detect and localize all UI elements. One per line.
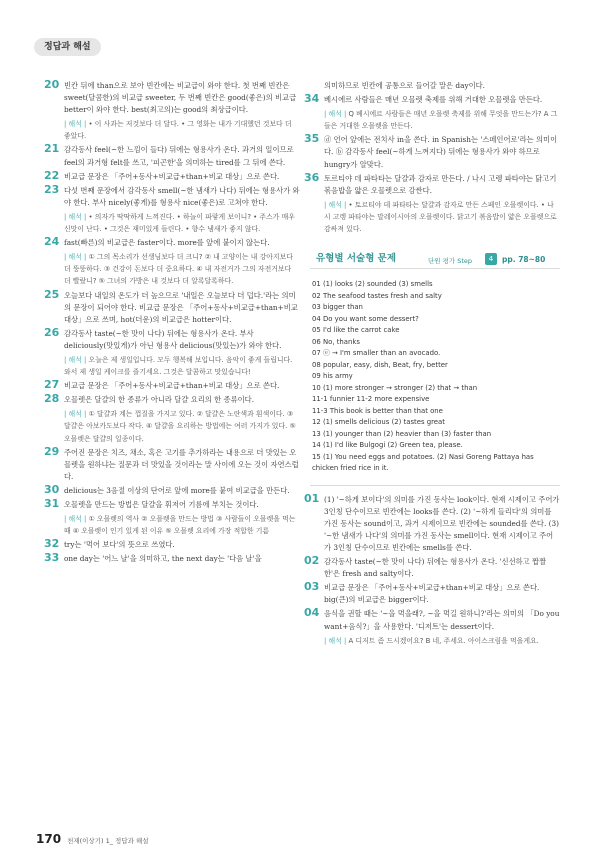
item-number: 33 [44,551,60,565]
item-translation [64,251,300,287]
page-number: 170 [36,832,62,846]
item-number: 02 [304,554,320,568]
item-text: 토르티야 데 파타타는 달걀과 감자로 만든다. / 나시 고렝 파타야는 닭고기 볶음밥을 얇은 오믈렛으로 감싼다. [324,173,557,195]
translation-tag: | 해석 | [64,355,87,364]
answer-line: 06 No, thanks [312,337,360,346]
explanations-item [304,554,560,580]
item-text: 비교급 문장은 「주어+동사+비교급+than+비교 대상」으로 쓴다. [64,381,280,391]
item-number: 36 [304,170,320,184]
answer-line: 01 (1) looks (2) sounded (3) smells [312,280,433,289]
item-translation [324,199,560,235]
answer-line: 09 his army [312,372,353,381]
item-text: delicious는 3음절 이상의 단어로 앞에 more를 붙여 비교급을 만든다. [64,485,290,495]
left-column [44,78,300,567]
translation-tag: | 해석 | [64,253,87,262]
item-text: 오믈렛은 달걀의 한 종류가 아니라 달걀 요리의 한 종류이다. [64,395,255,405]
page-footer [36,832,149,844]
item-number: 26 [44,325,60,339]
item-number: 31 [44,497,60,510]
item-text: try는 '먹어 보다'의 뜻으로 쓰였다. [64,540,175,550]
explanations-item [304,491,560,554]
explanation-list [304,485,560,647]
answer-line: 10 (1) more stronger → stronger (2) that → than [312,383,478,392]
item-number: 04 [304,606,320,620]
item-number: 29 [44,444,60,458]
item-number: 27 [44,378,60,392]
item-text: 비교급 문장은 「주어+동사+비교급+than+비교 대상」으로 쓴다. big(큰)의 비교급은 bigger이다. [324,583,540,605]
item-text: 베시에르 사람들은 매년 오믈렛 축제를 위해 거대한 오믈렛을 만든다. [324,95,543,105]
translation-text: A 디저트 좀 드시겠어요? B 네, 주세요. 아이스크림을 먹을게요. [348,636,539,645]
item-text: one day는 '어느 날'을 의미하고, the next day는 '다음 날'을 [64,554,262,564]
explanations-item [304,606,560,646]
left_items-item [44,235,300,287]
translation-text: • 이 사과는 저것보다 더 달다. • 그 영화는 내가 기대했던 것보다 더 좋았다. [64,120,292,141]
answer-list [310,279,560,475]
left_items-item [44,142,300,168]
answer-line: 13 (1) younger than (2) heavier than (3) faster than [312,429,492,438]
section-header [310,253,560,269]
right_items-item [310,80,560,92]
item-number: 35 [304,132,320,146]
section-step: 단원 평가 Step [428,257,473,266]
answer-line: 05 I'd like the carrot cake [312,326,400,335]
left_items-item [44,325,300,378]
answer-line: 14 (1) I'd like Bulgogi (2) Green tea, please. [312,441,463,450]
item-text: 빈칸 뒤에 than으로 보아 빈칸에는 비교급이 와야 한다. 첫 번째 빈칸은 sweet(달콤한)의 비교급 sweeter, 두 번째 빈칸은 good(좋은)의 비교급 better이 와야 한다. best(최고의)는 good의 최상급이다. [64,81,297,115]
item-text: 감각동사 feel(~한 느낌이 들다) 뒤에는 형용사가 온다. 과거의 일이므로 feel의 과거형 felt를 쓰고, '피곤한'을 의미하는 tired를 그 뒤에 쓴다. [64,145,294,167]
answer-line: 07 ⓔ → I'm smaller than an avocado. [312,349,441,358]
answer-line: 11-3 This book is better than that one [312,406,443,415]
item-number: 23 [44,182,60,196]
left_items-item [44,497,300,537]
left_items-item [44,287,300,326]
left_items-item [44,537,300,551]
item-text: 감각동사 taste(~한 맛이 나다) 뒤에는 형용사가 온다. 부사 deliciously(맛있게)가 아닌 형용사 delicious(맛있는)가 와야 한다. [64,328,282,350]
item-translation [64,408,300,444]
item-number: 32 [44,537,60,551]
answer-line: 03 bigger than [312,303,363,312]
left_items-item [44,392,300,444]
translation-text: ① 그의 목소리가 선생님보다 더 크니? ② 내 고양이는 내 강아지보다 더 뚱뚱하다. ③ 건강이 돈보다 더 중요하다. ④ 내 자전거가 그의 자전거보다 더 빨랐니? ⑤ 그녀의 가방은 내 것보다 더 알록달록하다. [64,253,293,286]
left_items-item [44,168,300,183]
left_items-item [44,444,300,483]
item-translation [64,354,300,378]
item-text: 다섯 번째 문장에서 감각동사 smell(~한 냄새가 나다) 뒤에는 형용사가 와야 한다. 부사 nicely(좋게)를 형용사 nice(좋은)로 고쳐야 한다. [64,185,300,207]
item-translation [64,118,300,142]
footer-label: 천재(이상기) 1_ 정답과 해설 [67,837,149,845]
item-text: (1) '~하게 보이다'의 의미를 가진 동사는 look이다. 현재 시제이고 주어가 3인칭 단수이므로 빈칸에는 looks를 쓴다. (2) '~하게 들리다'의 의미를 가진 동사는 sound이고, 과거 시제이므로 빈칸에는 sounded를 쓴다. (3) '~한 냄새가 나다'의 의미를 가진 동사는 smell이다. 현재 시제이고 주어가 3인칭 단수이므로 빈칸에는 smells를 쓴다. [324,494,560,552]
item-number: 22 [44,168,60,182]
translation-text: • 토르티야 데 파타타는 달걀과 감자로 만든 스페인 오믈렛이다. • 나시 고렝 파타야는 말레이시아의 오믈렛이다. 닭고기 볶음밥이 얇은 오믈렛으로 감싸져 있다. [324,200,557,234]
answer-line: 11-1 funnier 11-2 more expensive [312,395,430,404]
translation-tag: | 해석 | [64,515,87,524]
answer-line: 04 Do you want some dessert? [312,314,419,323]
item-translation [324,108,560,132]
left_items-item [44,182,300,235]
item-number: 03 [304,580,320,594]
item-translation [64,211,300,235]
explanations-item [304,580,560,606]
item-number: 24 [44,235,60,249]
item-number: 34 [304,92,320,106]
right_items-item [304,132,560,170]
left_items-item [44,551,300,565]
translation-tag: | 해석 | [64,410,87,419]
translation-tag: | 해석 | [64,120,87,129]
answer-line: 15 (1) You need eggs and potatoes. (2) Nasi Goreng Pattaya has chicken fried rice in it. [312,452,534,473]
right-column [304,80,560,649]
translation-tag: | 해석 | [324,200,347,209]
item-text: ⓓ 언어 앞에는 전치사 in을 쓴다. in Spanish는 '스페인어로'라는 의미이다. ⓑ 감각동사 feel(~하게 느껴지다) 뒤에는 형용사가 와야 하므로 hungry가 알맞다. [324,135,558,169]
translation-text: 오늘은 제 생일입니다. 모두 행복해 보입니다. 음악이 좋게 들립니다. 와서 제 생일 케이크를 즐기세요. 그것은 달콤하고 맛있습니다! [64,355,293,377]
page-header [0,0,595,60]
item-text: 감각동사 taste(~한 맛이 나다) 뒤에는 형용사가 온다. '신선하고 짭짤한'은 fresh and salty이다. [324,557,547,579]
right-items [304,80,560,235]
translation-text: • 의자가 딱딱하게 느껴진다. • 하늘이 파랗게 보이니? • 주스가 매우 신맛이 난다. • 그것은 재미있게 들린다. • 향수 냄새가 좋지 않다. [64,212,295,234]
item-number: 30 [44,482,60,496]
item-text: 음식을 권할 때는 '~을 먹을래?, ~을 먹길 원하니?'라는 의미의 「Do you want+음식?」을 사용한다. '디저트'는 dessert이다. [324,609,560,631]
translation-tag: | 해석 | [64,212,87,221]
section-badge: 4 [485,253,497,265]
translation-tag: | 해석 | [324,636,347,645]
section-tab: 정답과 해설 [34,38,101,56]
translation-tag: | 해석 | [324,110,347,119]
right_items-item [304,170,560,235]
item-number: 20 [44,78,60,91]
item-number: 25 [44,287,60,301]
left_items-item [44,378,300,392]
item-text: 주어진 문장은 치즈, 채소, 혹은 고기를 추가하라는 내용으로 더 맛있는 오믈렛을 원하냐는 질문과 더 맛있을 것이라는 말 사이에 오는 것이 자연스럽다. [64,447,299,481]
item-number: 21 [44,142,60,156]
section-pages: pp. 78~80 [502,255,546,265]
answer-line: 02 The seafood tastes fresh and salty [312,291,442,300]
answer-line: 12 (1) smells delicious (2) tastes great [312,418,445,427]
item-text: 오믈렛을 만드는 방법은 달걀을 휘저어 기름에 부치는 것이다. [64,500,259,509]
item-text: fast(빠른)의 비교급은 faster이다. more를 앞에 붙이지 않는다. [64,238,270,248]
right_items-item [304,92,560,132]
translation-text: Q 베시에르 사람들은 매년 오믈렛 축제를 위해 무엇을 만드는가? A 그들은 거대한 오믈렛을 만든다. [324,110,558,131]
item-number: 01 [304,491,320,505]
item-text: 의미하므로 빈칸에 공통으로 들어갈 말은 day이다. [324,81,485,90]
left_items-item [44,482,300,497]
answer-line: 08 popular, easy, dish, Beat, fry, better [312,360,448,369]
section-title: 유형별 서술형 문제 [316,253,397,265]
item-number: 28 [44,392,60,406]
translation-text: ① 오믈렛의 역사 ② 오믈렛을 만드는 방법 ③ 사람들이 오믈렛을 먹는 때 ④ 오믈렛이 인기 있게 된 이유 ⑤ 오믈렛 요리에 가장 적합한 기름 [64,515,296,536]
left_items-item [44,78,300,142]
item-text: 비교급 문장은 「주어+동사+비교급+than+비교 대상」으로 쓴다. [64,171,280,181]
item-text: 오늘보다 내일의 온도가 더 높으므로 '내일은 오늘보다 더 덥다.'라는 의미의 문장이 되어야 한다. 비교급 문장은 「주어+동사+비교급+than+비교 대상」으로 쓰며, hot(더운)의 비교급은 hotter이다. [64,290,298,324]
item-translation [64,513,300,537]
translation-text: ① 달걀과 계는 껍질을 가지고 있다. ② 달걀은 노란색과 흰색이다. ③ 달걀은 아보카도보다 작다. ④ 달걀을 요리하는 방법에는 여러 가지가 있다. ⑤ 오믈렛은 달걀의 일종이다. [64,410,296,443]
item-translation [324,635,560,647]
